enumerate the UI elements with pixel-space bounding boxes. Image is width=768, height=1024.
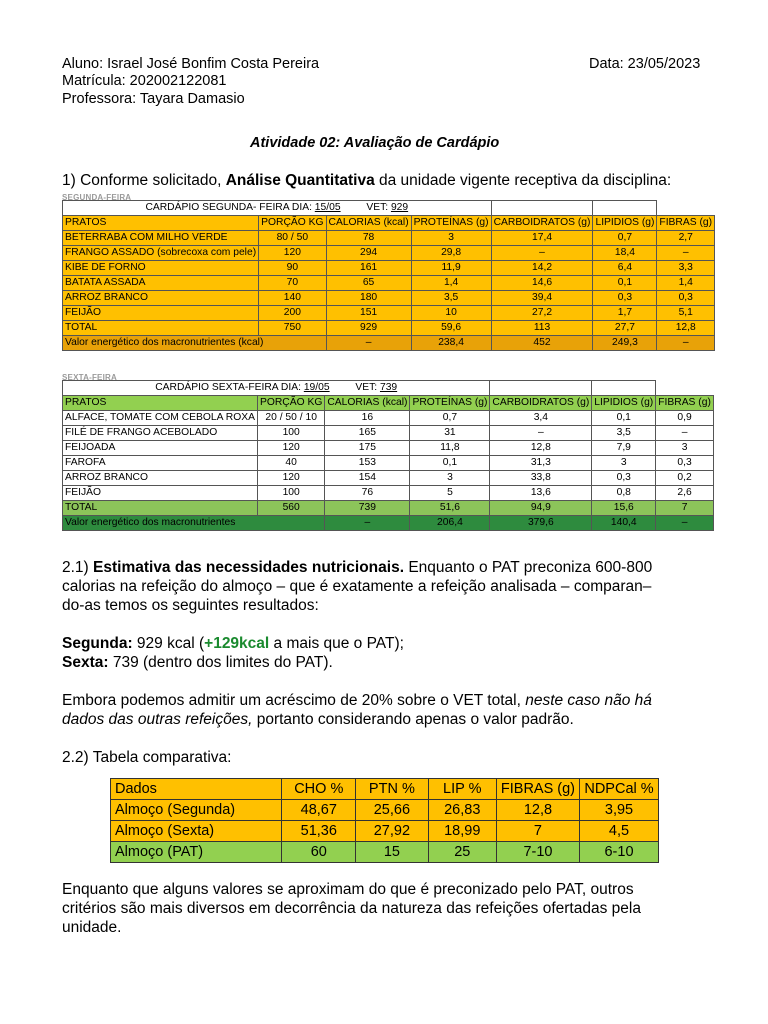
student-name: Aluno: Israel José Bonfim Costa Pereira — [62, 56, 320, 72]
document-date: Data: 23/05/2023 — [589, 56, 701, 72]
comparison-header — [111, 779, 659, 800]
table1-caption: CARDÁPIO SEGUNDA- FEIRA DIA: 15/05 VET: 929 — [63, 201, 492, 216]
q1-suffix: da unidade vigente receptiva da disciplina: — [374, 172, 672, 189]
col-header: FIBRAS (g) — [496, 779, 579, 800]
table-row: Almoço (PAT) 60 15 25 7-10 6-10 — [111, 842, 659, 863]
table1-caption-row — [63, 201, 715, 216]
menu-table-monday — [62, 200, 715, 351]
col-header: PRATOS — [63, 216, 259, 231]
col-header: NDPCal % — [580, 779, 659, 800]
table-row: Almoço (Sexta) 51,36 27,92 18,99 7 4,5 — [111, 821, 659, 842]
closing-paragraph: Enquanto que alguns valores se aproximam do que é preconizado pelo PAT, outros critérios são mais diversos em decorrência da natureza das refeições ofertadas pela unidade. — [62, 881, 641, 936]
col-header: PORÇÃO KG — [259, 216, 326, 231]
col-header: CARBOIDRATOS (g) — [490, 396, 592, 411]
col-header: CALORIAS (kcal) — [326, 216, 411, 231]
col-header: PROTEÍNAS (g) — [410, 396, 490, 411]
col-header: LIPIDIOS (g) — [593, 216, 657, 231]
table-row: FRANGO ASSADO (sobrecoxa com pele) 120 294 29,8 – 18,4 – — [63, 246, 715, 261]
sheet-label-monday: SEGUNDA-FEIRA — [62, 193, 132, 202]
section-2-1: 2.1) Estimativa das necessidades nutricionais. Enquanto o PAT preconiza 600-800 calorias na refeição do almoço – que é exatamente a refeição analisada – comparan– do-as temos os seguintes resultados: — [62, 559, 653, 614]
col-header: PORÇÃO KG — [257, 396, 324, 411]
teacher-name: Professora: Tayara Damasio — [62, 91, 245, 107]
monday-result: Segunda: 929 kcal (+129kcal a mais que o PAT); — [62, 635, 404, 652]
col-header: Dados — [111, 779, 282, 800]
question-1 — [62, 171, 671, 190]
q1-prefix: 1) Conforme solicitado, — [62, 172, 226, 189]
table1-total-row: TOTAL 750 929 59,6 113 27,7 12,8 — [63, 321, 715, 336]
col-header: LIPIDIOS (g) — [592, 396, 656, 411]
col-header: FIBRAS (g) — [657, 216, 715, 231]
table2-total-row: TOTAL 560 739 51,6 94,9 15,6 7 — [63, 501, 714, 516]
table2-energy-row: Valor energético dos macronutrientes – 206,4 379,6 140,4 – — [63, 516, 714, 531]
table-row: ARROZ BRANCO 120 154 3 33,8 0,3 0,2 — [63, 471, 714, 486]
sheet-label-friday: SEXTA-FEIRA — [62, 373, 117, 382]
table1-header — [63, 216, 715, 231]
col-header: PTN % — [356, 779, 429, 800]
table-row: FILÉ DE FRANGO ACEBOLADO 100 165 31 – 3,5 – — [63, 426, 714, 441]
table-row: ARROZ BRANCO 140 180 3,5 39,4 0,3 0,3 — [63, 291, 715, 306]
table2-caption: CARDÁPIO SEXTA-FEIRA DIA: 19/05 VET: 739 — [63, 381, 490, 396]
table-row: BATATA ASSADA 70 65 1,4 14,6 0,1 1,4 — [63, 276, 715, 291]
friday-result: Sexta: 739 (dentro dos limites do PAT). — [62, 654, 333, 671]
q1-bold: Análise Quantitativa — [225, 172, 375, 189]
menu-table-friday — [62, 380, 714, 531]
table2-caption-row — [63, 381, 714, 396]
table-row: FAROFA 40 153 0,1 31,3 3 0,3 — [63, 456, 714, 471]
table2-header — [63, 396, 714, 411]
section-2-2-title: 2.2) Tabela comparativa: — [62, 749, 232, 766]
table-row: FEIJOADA 120 175 11,8 12,8 7,9 3 — [63, 441, 714, 456]
page-title: Atividade 02: Avaliação de Cardápio — [250, 135, 500, 151]
vet-note: Embora podemos admitir um acréscimo de 20% sobre o VET total, neste caso não há dados das outras refeições, portanto considerando apenas o valor padrão. — [62, 692, 652, 728]
table-row: FEIJÃO 200 151 10 27,2 1,7 5,1 — [63, 306, 715, 321]
col-header: CALORIAS (kcal) — [325, 396, 410, 411]
col-header: LIP % — [428, 779, 496, 800]
table-row: KIBE DE FORNO 90 161 11,9 14,2 6,4 3,3 — [63, 261, 715, 276]
registration-number: Matrícula: 202002122081 — [62, 73, 227, 89]
table-row: ALFACE, TOMATE COM CEBOLA ROXA 20 / 50 / 10 16 0,7 3,4 0,1 0,9 — [63, 411, 714, 426]
comparison-table — [110, 778, 659, 863]
table-row: Almoço (Segunda) 48,67 25,66 26,83 12,8 3,95 — [111, 800, 659, 821]
col-header: CARBOIDRATOS (g) — [491, 216, 593, 231]
table-row: FEIJÃO 100 76 5 13,6 0,8 2,6 — [63, 486, 714, 501]
table-row: BETERRABA COM MILHO VERDE 80 / 50 78 3 17,4 0,7 2,7 — [63, 231, 715, 246]
col-header: PRATOS — [63, 396, 258, 411]
col-header: FIBRAS (g) — [656, 396, 714, 411]
col-header: CHO % — [282, 779, 356, 800]
col-header: PROTEÍNAS (g) — [411, 216, 491, 231]
table1-energy-row: Valor energético dos macronutrientes (kcal) – 238,4 452 249,3 – — [63, 336, 715, 351]
